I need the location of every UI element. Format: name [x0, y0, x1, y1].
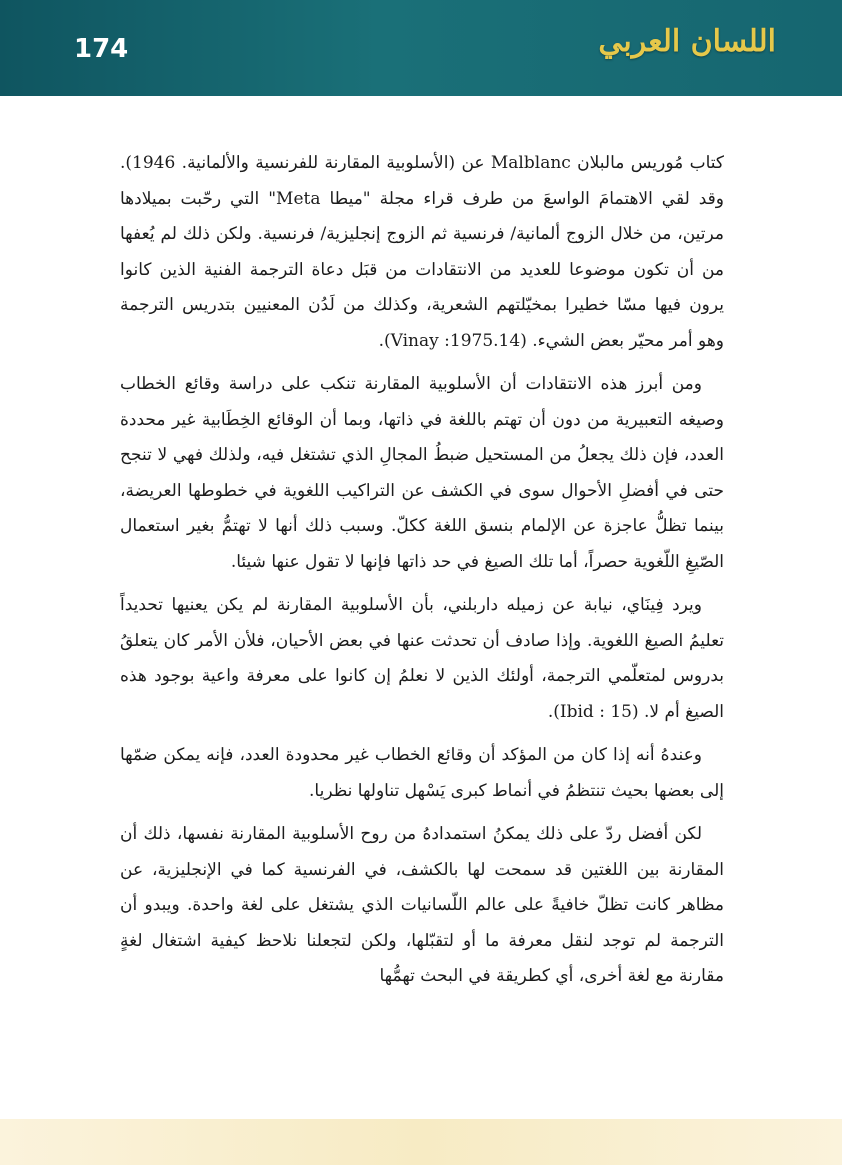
paragraph: وعندهُ أنه إذا كان من المؤكد أن وقائع الخطاب غير محدودة العدد، فإنه يمكن ضمّها إلى بعضها بحيث تنتظمُ في أنماط كبرى يَسْهل تناولها نظريا.	[120, 745, 724, 801]
article-body	[120, 146, 724, 1003]
page-number: 174	[74, 34, 129, 64]
paragraph: كتاب مُوريس مالبلان Malblanc عن (الأسلوبية المقارنة للفرنسية والألمانية. 1946). وقد لقي الاهتمامَ الواسعَ من طرف قراء مجلة "ميطا Meta" التي رحّبت بميلادها مرتين، من خلال الزوج ألمانية/ فرنسية ثم الزوج إنجليزية/ فرنسية. ولكن ذلك لم يُعفها من أن تكون موضوعا للعديد من الانتقادات من قبَل دعاة الترجمة الفنية الذين كانوا يرون فيها مسّا خطيرا بمخيّلتهم الشعرية، وكذلك من لَدُن المعنيين بتدريس الترجمة وهو أمر محيّر بعض الشيء. (Vinay :1975.14).	[120, 153, 724, 351]
footer-band	[0, 1119, 842, 1165]
paragraph: ويرد فِينَاي، نيابة عن زميله داربلني، بأن الأسلوبية المقارنة لم يكن يعنيها تحديداً تعليمُ الصيغ اللغوية. وإذا صادف أن تحدثت عنها في بعض الأحيان، فلأن الأمر كان يتعلقُ بدروس لمتعلّمي الترجمة، أولئك الذين لا نعلمُ إن كانوا على معرفة واعية بوجود هذه الصيغ أم لا. (Ibid : 15).	[120, 595, 724, 722]
paragraph: ومن أبرز هذه الانتقادات أن الأسلوبية المقارنة تنكب على دراسة وقائع الخطاب وصيغه التعبيرية من دون أن تهتم باللغة في ذاتها، وبما أن الوقائع الخِطَابية غير محددة العدد، فإن ذلك يجعلُ من المستحيل ضبطُ المجالِ الذي تشتغل فيه، ولذلك فهي لا تنجح حتى في أفضلِ الأحوال سوى في الكشف عن التراكيب اللغوية في خطوطها العريضة، بينما تظلُّ عاجزة عن الإلمام بنسق اللغة ككلّ. وسبب ذلك أنها لا تهتمُّ بغير استعمال الصّيغِ اللّغوية حصراً، أما تلك الصيغ في حد ذاتها فإنها لا تقول عنها شيئا.	[120, 374, 724, 572]
paragraph: لكن أفضل ردّ على ذلك يمكنُ استمدادهُ من روح الأسلوبية المقارنة نفسها، ذلك أن المقارنة بين اللغتين قد سمحت لها بالكشف، في الفرنسية كما في الإنجليزية، عن مظاهر كانت تظلّ خافيةً على عالم اللّسانيات الذي يشتغل على لغة واحدة. ويبدو أن الترجمة لم توجد لنقل معرفة ما أو لتقبّلها، ولكن لتجعلنا نلاحظ كيفية اشتغال لغةٍ مقارنة مع لغة أخرى، أي كطريقة في البحث تهمُّها	[120, 824, 724, 986]
page-header	[0, 0, 842, 96]
journal-logo: اللسان العربي	[598, 24, 776, 59]
